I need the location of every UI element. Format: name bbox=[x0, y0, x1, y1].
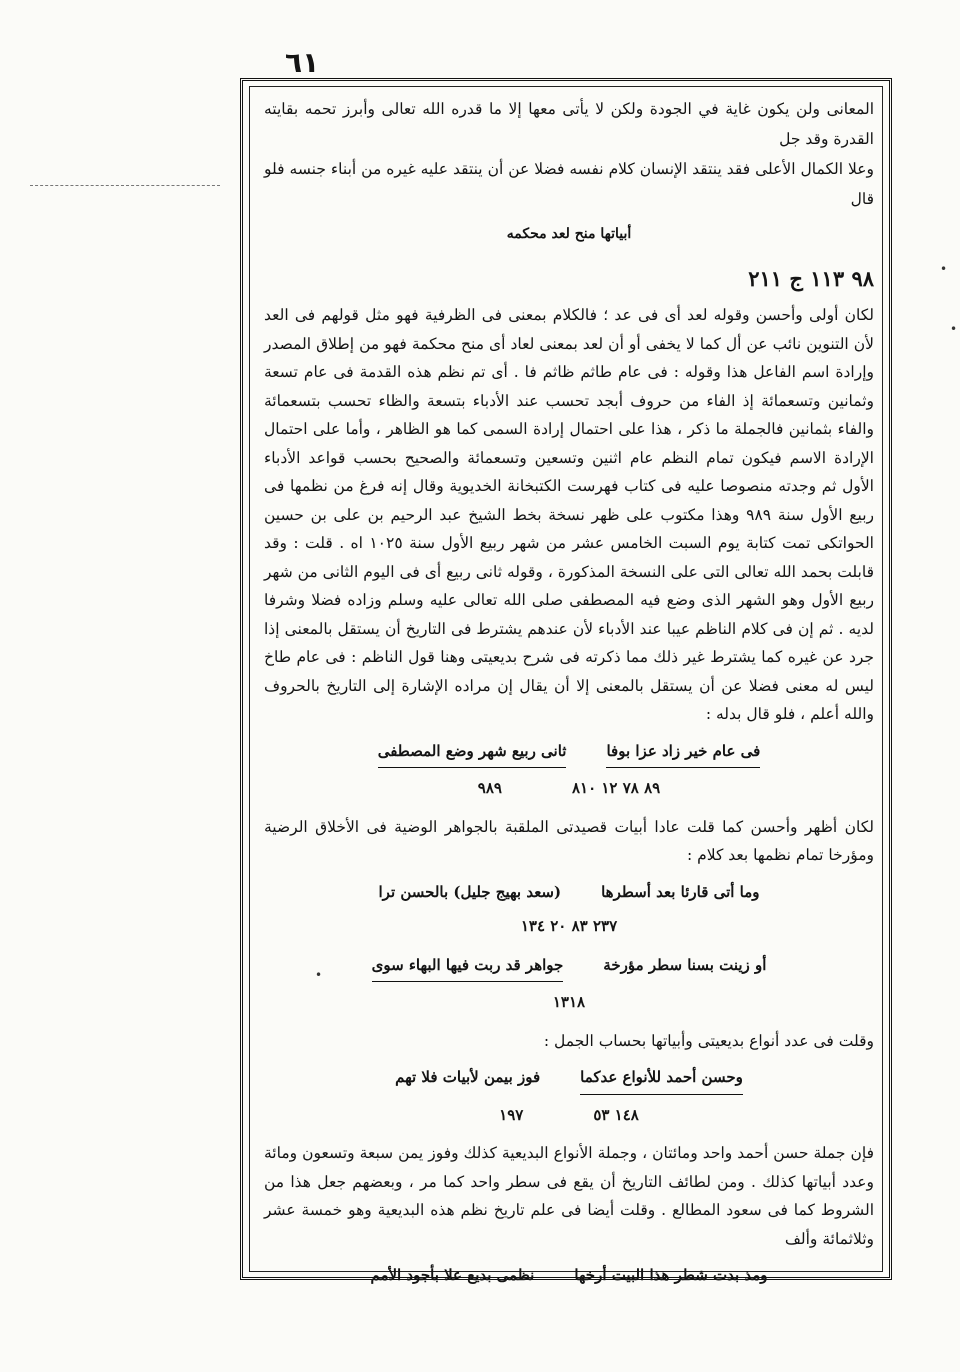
paragraph: فإن جملة حسن أحمد واحد ومائتان ، وجملة الأنواع البديعية كذلك وفوز يمن سبعة وتسعون ومائة وعدد أبياتها كذلك . ومن لطائف التاريخ أن يقع فى سطر واحد كما مر ، وبعضهم جعل هذا من الشروط كما فى سعود المطالع . وقلت أيضا فى علم تاريخ نظم هذه البديعية وهو خمسة عشر وثلاثمائة وألف bbox=[264, 1144, 874, 1248]
verse-line bbox=[264, 951, 874, 983]
verse-line bbox=[264, 878, 874, 907]
verse-numbers bbox=[264, 912, 874, 941]
verse-hemistich: جواهر قد ربت فيها البهاء سوى bbox=[372, 951, 564, 983]
verse-numbers bbox=[264, 1101, 874, 1130]
header-line: المعانى ولن يكون غاية في الجودة ولكن لا يأتى معها إلا ما قدره الله تعالى وأبرز تحمه بقايته القدرة وقد جل bbox=[264, 100, 874, 148]
verse-hemistich: ثانى ربيع شهر وضع المصطفى bbox=[378, 737, 567, 769]
verse-line bbox=[264, 1063, 874, 1095]
verse-number: ١٣١٨ bbox=[552, 993, 586, 1011]
paragraph: لكان أظهر وأحسن كما قلت عادا أبيات قصيدتى الملقبة بالجواهر الوضية فى الأخلاق الرضية ومؤرخا تمام نظمها بعد كلام : bbox=[264, 817, 874, 864]
verse-hemistich: أو زينت بسنا سطر مؤرخة bbox=[603, 955, 767, 974]
margin-mark: • bbox=[315, 968, 323, 982]
verse-number: ١٩٧ bbox=[499, 1105, 524, 1124]
verse-numbers bbox=[264, 988, 874, 1017]
verse-hemistich: وما أتى قارئا بعد أسطرها bbox=[601, 882, 760, 901]
page-number: ٦١ bbox=[285, 46, 320, 79]
paragraph: وقلت فى عدد أنواع بديعيتى وأبياتها بحساب الجمل : bbox=[543, 1031, 874, 1050]
verse-number: ١٤٨ ٥٣ bbox=[593, 1105, 639, 1124]
paragraph: لكان أولى وأحسن وقوله لعد أى فى عد ؛ فالكلام بمعنى فى الظرفية فهو مثل قولهم فى العد لأن التنوين نائب عن أل كما لا يخفى أو أن لعد بمعنى لعاد أى منح محكمة فهو من إطلاق المصدر وإرادة اسم الفاعل هذا وقوله : فى عام طاثم ظاثم فا . أى تم نظم هذه القدمة فى عام تسعة وثمانين وتسعمائة إذ الفاء من حروف أبجد تحسب عند الأدباء بتسعة والظاء تحسب بتسعمائة والفاء بثمانين فالجملة ما ذكر ، هذا على احتمال إرادة السمى كما هو الظاهر ، وأما على احتمال الإرادة الاسم فيكون تمام النظم عام اثنين وتسعين وتسعمائة والصحيح بحسب قواعد الأدباء الأول ثم وجدته منصوصا عليه فى كتاب فهرست الكتبخانة الخديوية وقال إنه فرغ من نظمها فى ربيع الأول سنة ٩٨٩ وهذا مكتوب على ظهر نسخة بخط الشيخ عبد الرحيم بن على بن حسين الحواتكى تمت كتابة يوم السبت الخامس عشر من شهر ربيع الأول سنة ١٠٢٥ اه . قلت : وقد قابلت بحمد الله تعالى التى على النسخة المذكورة ، وقوله ثانى ربيع أى فى اليوم الثانى من شهر ربيع الأول وهو الشهر الذى وضع فيه المصطفى صلى الله تعالى عليه وسلم وزاده فضلا وشرفا لديه . ثم إن فى كلام الناظم عيبا عند الأدباء لأن عندهم يشترط فى التاريخ أن يستقل بالمعنى إذا جرد عن غيره كما يشترط غير ذلك مما ذكرته فى شرح بديعيتى وهنا قول الناظم : فى عام طاخ ليس له معنى فضلا عن أن يستقل بالمعنى إلا أن يقال إن مراده الإشارة إلى التاريخ بالحروف والله أعلم ، فلو قال بدله : bbox=[264, 306, 875, 723]
verse-number: ٩٨٩ bbox=[477, 779, 502, 797]
verse-hemistich: وحسن أحمد للأنواع عدكما bbox=[580, 1063, 743, 1095]
verse-line bbox=[264, 1261, 874, 1290]
verse-number: ٢٣٧ ٨٣ ٢٠ ١٣٤ bbox=[520, 917, 618, 935]
margin-dashes bbox=[30, 185, 220, 186]
verse-hemistich: نظمى بديع علا بأجود الأمم bbox=[370, 1266, 535, 1284]
verse-hemistich: ومذ بدت شطر هذا البيت أرخها bbox=[574, 1266, 768, 1284]
verse-hemistich: (سعد بهيج جليل) بالحسن ترا bbox=[378, 882, 562, 901]
header-line: وعلا الكمال الأعلى فقد ينتقد الإنسان كلام نفسه فضلا عن أن ينتقد عليه غيره من أبناء جنسه فلو قال bbox=[264, 160, 874, 208]
margin-mark: • bbox=[950, 322, 958, 336]
margin-mark: • bbox=[940, 262, 948, 276]
verse-line bbox=[264, 737, 874, 769]
reference-line: ٩٨ ١١٣ ج ٢١١ bbox=[748, 265, 874, 291]
header-verse: أبياتها منح لعد محكمه bbox=[506, 226, 632, 242]
verse-hemistich: فوز بيمن لأبيات فلا تهم bbox=[395, 1068, 541, 1086]
verse-numbers bbox=[264, 774, 874, 803]
page-body bbox=[264, 94, 874, 1296]
verse-hemistich: فى عام خير زاد عزا بوفا bbox=[606, 737, 760, 769]
verse-number: ٨٩ ٧٨ ١٢ ٨١٠ bbox=[571, 779, 661, 797]
